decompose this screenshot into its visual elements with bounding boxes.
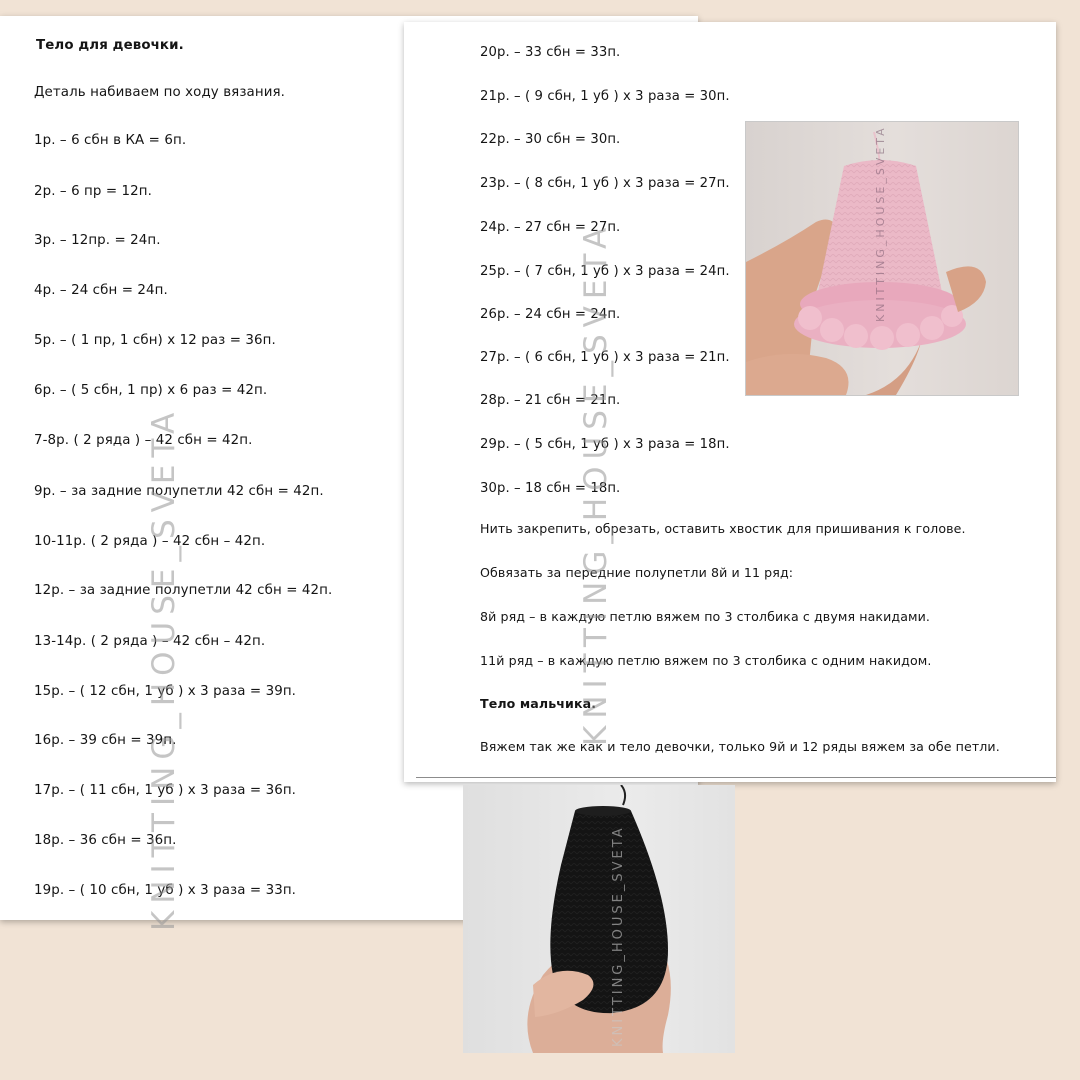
pattern-row-line: Нить закрепить, обрезать, оставить хвостик для пришивания к голове. — [480, 521, 966, 536]
boy-body-heading: Тело мальчика. — [480, 696, 597, 711]
pattern-row-line: 19р. – ( 10 сбн, 1 уб ) х 3 раза = 33п. — [34, 883, 297, 898]
pattern-row-line: 6р. – ( 5 сбн, 1 пр) х 6 раз = 42п. — [34, 383, 268, 398]
pink-crochet-body-photo — [745, 121, 1019, 396]
pattern-row-line: 11й ряд – в каждую петлю вяжем по 3 столбика с одним накидом. — [480, 653, 932, 668]
watermark-pink-photo: KNITTING_HOUSE_SVETA — [874, 125, 887, 322]
pattern-row-line: Вяжем так же как и тело девочки, только 9й и 12 ряды вяжем за обе петли. — [480, 739, 1000, 754]
pattern-row-line: 21р. – ( 9 сбн, 1 уб ) х 3 раза = 30п. — [480, 89, 730, 104]
pattern-row-line: 23р. – ( 8 сбн, 1 уб ) х 3 раза = 27п. — [480, 176, 730, 191]
pattern-row-line: 24р. – 27 сбн = 27п. — [480, 220, 621, 235]
pattern-row-line: 15р. – ( 12 сбн, 1 уб ) х 3 раза = 39п. — [34, 684, 297, 699]
pattern-row-line: 22р. – 30 сбн = 30п. — [480, 132, 621, 147]
pattern-row-line: 18р. – 36 сбн = 36п. — [34, 833, 177, 848]
girl-body-heading: Тело для девочки. — [36, 38, 184, 53]
black-crochet-body-photo — [463, 785, 735, 1053]
page-bottom-rule — [416, 777, 1056, 778]
pattern-row-line: 4р. – 24 сбн = 24п. — [34, 283, 168, 298]
pattern-row-line: 17р. – ( 11 сбн, 1 уб ) х 3 раза = 36п. — [34, 783, 297, 798]
pattern-row-line: 3р. – 12пр. = 24п. — [34, 233, 161, 248]
pattern-row-line: 10-11р. ( 2 ряда ) – 42 сбн – 42п. — [34, 534, 266, 549]
pattern-row-line: 30р. – 18 сбн = 18п. — [480, 481, 621, 496]
pattern-row-line: 5р. – ( 1 пр, 1 сбн) х 12 раз = 36п. — [34, 333, 276, 348]
pattern-row-line: Деталь набиваем по ходу вязания. — [34, 85, 286, 100]
pattern-row-line: 12р. – за задние полупетли 42 сбн = 42п. — [34, 583, 333, 598]
pattern-row-line: 7-8р. ( 2 ряда ) – 42 сбн = 42п. — [34, 433, 253, 448]
pattern-row-line: 9р. – за задние полупетли 42 сбн = 42п. — [34, 484, 324, 499]
pattern-row-line: 26р. – 24 сбн = 24п. — [480, 307, 621, 322]
pattern-row-line: 8й ряд – в каждую петлю вяжем по 3 столбика с двумя накидами. — [480, 609, 931, 624]
pattern-row-line: 2р. – 6 пр = 12п. — [34, 184, 152, 199]
pattern-row-line: 16р. – 39 сбн = 39п. — [34, 733, 177, 748]
pattern-row-line: 1р. – 6 сбн в КА = 6п. — [34, 133, 187, 148]
pattern-row-line: 25р. – ( 7 сбн, 1 уб ) х 3 раза = 24п. — [480, 264, 730, 279]
pattern-row-line: 28р. – 21 сбн = 21п. — [480, 393, 621, 408]
watermark-right: KNITTING_HOUSE_SVETA — [578, 220, 614, 746]
pattern-row-line: 13-14р. ( 2 ряда ) – 42 сбн – 42п. — [34, 634, 266, 649]
pattern-row-line: Обвязать за передние полупетли 8й и 11 ряд: — [480, 565, 794, 580]
pattern-row-line: 20р. – 33 сбн = 33п. — [480, 45, 621, 60]
pattern-row-line: 27р. – ( 6 сбн, 1 уб ) х 3 раза = 21п. — [480, 350, 730, 365]
watermark-left: KNITTING_HOUSE_SVETA — [146, 405, 182, 931]
watermark-black-photo: KNITTING_HOUSE_SVETA — [611, 825, 626, 1047]
pattern-row-line: 29р. – ( 5 сбн, 1 уб ) х 3 раза = 18п. — [480, 437, 730, 452]
